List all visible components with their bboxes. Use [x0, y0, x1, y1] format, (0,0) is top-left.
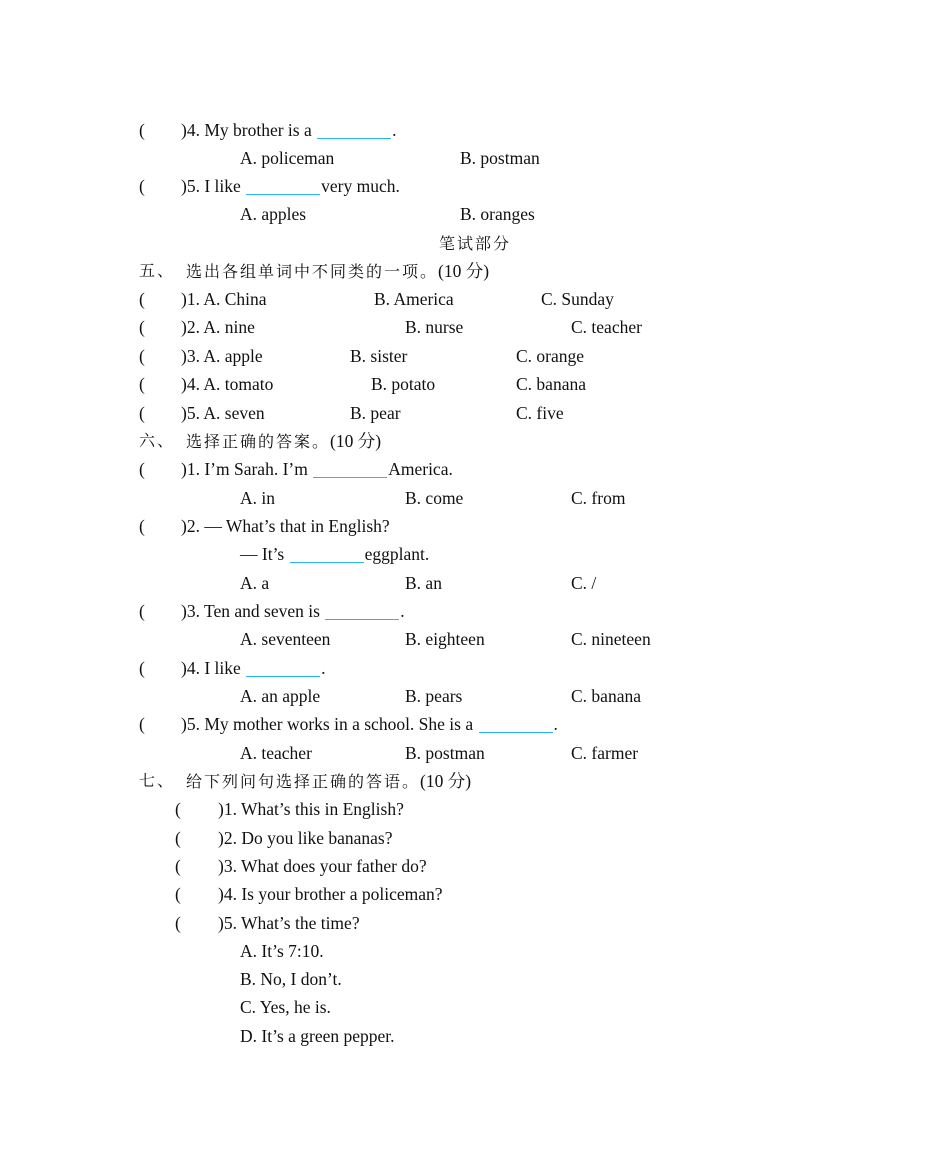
section-number: 七、: [139, 771, 176, 790]
answer-bracket: (: [139, 601, 145, 621]
option-c: C. nineteen: [571, 629, 651, 649]
option-c: C. farmer: [571, 743, 639, 763]
option-b: B. postman: [460, 148, 540, 168]
dialog-answer: — It’s eggplant.: [240, 544, 430, 564]
answer-bracket: (: [139, 516, 145, 536]
option-a: A. apples: [240, 204, 307, 224]
answer-bracket: (: [175, 799, 181, 819]
option-a: A. in: [240, 488, 275, 508]
question-text: )5. I like very much.: [181, 176, 400, 196]
answer-bracket: (: [139, 317, 145, 337]
answer-bracket: (: [139, 658, 145, 678]
answer-blank[interactable]: [479, 712, 553, 733]
answer-bracket: (: [139, 289, 145, 309]
answer-blank[interactable]: [290, 542, 364, 563]
written-part-title: 笔试部分: [438, 234, 511, 253]
option-b: B. sister: [350, 346, 408, 366]
option-b: B. nurse: [405, 317, 464, 337]
section-number: 六、: [139, 431, 176, 450]
option-b: B. postman: [405, 743, 485, 763]
answer-blank[interactable]: [317, 118, 391, 139]
question-text: )1. I’m Sarah. I’m America.: [181, 459, 453, 479]
option-a: A. a: [240, 573, 270, 593]
answer-bracket: (: [175, 856, 181, 876]
answer-bracket: (: [139, 374, 145, 394]
option-b: B. pear: [350, 403, 401, 423]
question-text: )4. A. tomato: [181, 374, 274, 394]
answer-blank[interactable]: [325, 599, 399, 620]
question-text: )3. Ten and seven is .: [181, 601, 405, 621]
answer-a: A. It’s 7:10.: [240, 941, 324, 961]
question-text: )2. — What’s that in English?: [181, 516, 390, 536]
option-c: C. banana: [516, 374, 586, 394]
question-text: )2. A. nine: [181, 317, 255, 337]
option-c: C. banana: [571, 686, 641, 706]
answer-blank[interactable]: [313, 457, 387, 478]
option-c: C. Sunday: [541, 289, 614, 309]
question-text: )4. My brother is a .: [181, 120, 397, 140]
answer-bracket: (: [139, 714, 145, 734]
option-b: B. pears: [405, 686, 463, 706]
option-c: C. /: [571, 573, 597, 593]
question-text: )5. What’s the time?: [218, 913, 360, 933]
answer-d: D. It’s a green pepper.: [240, 1026, 395, 1046]
answer-bracket: (: [139, 120, 145, 140]
answer-bracket: (: [139, 176, 145, 196]
section-title: 选出各组单词中不同类的一项。(10 分): [186, 261, 490, 281]
answer-bracket: (: [175, 884, 181, 904]
question-text: )3. What does your father do?: [218, 856, 427, 876]
answer-bracket: (: [139, 403, 145, 423]
option-b: B. an: [405, 573, 442, 593]
answer-bracket: (: [175, 828, 181, 848]
question-text: )4. I like .: [181, 658, 326, 678]
answer-bracket: (: [139, 346, 145, 366]
option-a: A. an apple: [240, 686, 321, 706]
section-number: 五、: [139, 261, 176, 280]
option-c: C. five: [516, 403, 564, 423]
section-title: 给下列问句选择正确的答语。(10 分): [186, 771, 472, 791]
option-c: C. teacher: [571, 317, 642, 337]
option-b: B. eighteen: [405, 629, 485, 649]
option-b: B. America: [374, 289, 454, 309]
section-title: 选择正确的答案。(10 分): [186, 431, 382, 451]
answer-bracket: (: [139, 459, 145, 479]
option-b: B. oranges: [460, 204, 535, 224]
option-c: C. from: [571, 488, 626, 508]
question-text: )3. A. apple: [181, 346, 263, 366]
answer-blank[interactable]: [246, 174, 320, 195]
question-text: )5. A. seven: [181, 403, 265, 423]
option-b: B. potato: [371, 374, 436, 394]
answer-c: C. Yes, he is.: [240, 997, 331, 1017]
question-text: )1. What’s this in English?: [218, 799, 404, 819]
option-a: A. seventeen: [240, 629, 331, 649]
option-a: A. teacher: [240, 743, 312, 763]
answer-blank[interactable]: [246, 656, 320, 677]
answer-b: B. No, I don’t.: [240, 969, 342, 989]
answer-bracket: (: [175, 913, 181, 933]
option-c: C. orange: [516, 346, 585, 366]
question-text: )2. Do you like bananas?: [218, 828, 393, 848]
question-text: )1. A. China: [181, 289, 267, 309]
option-a: A. policeman: [240, 148, 335, 168]
question-text: )5. My mother works in a school. She is a .: [181, 714, 558, 734]
option-b: B. come: [405, 488, 464, 508]
question-text: )4. Is your brother a policeman?: [218, 884, 443, 904]
